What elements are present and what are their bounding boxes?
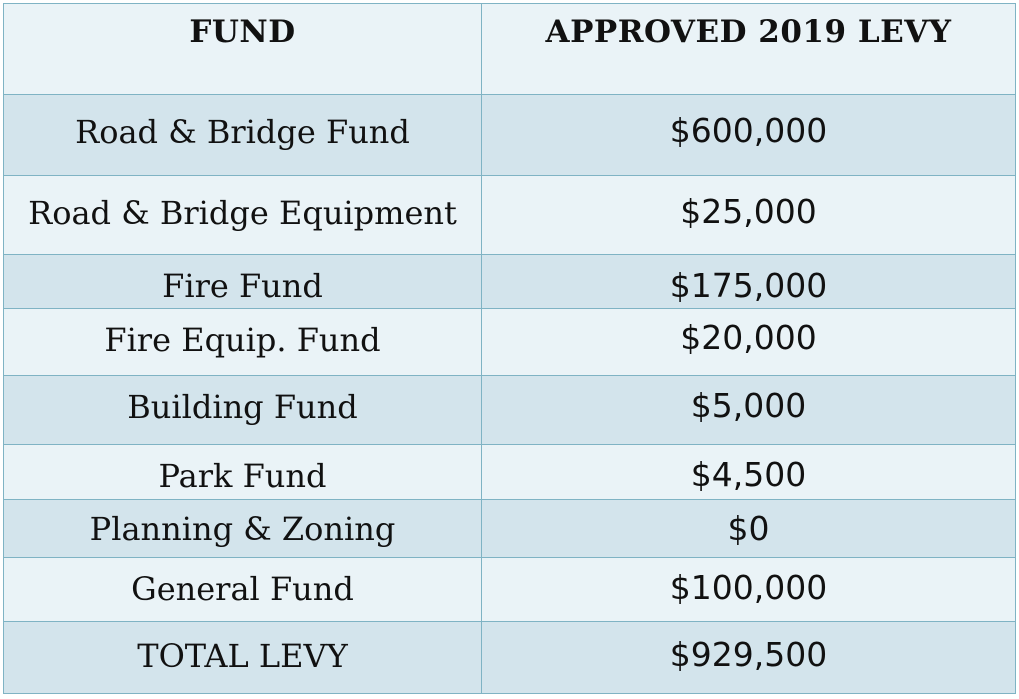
levy-column-header: APPROVED 2019 LEVY — [482, 4, 1016, 95]
levy-amount-cell: $100,000 — [482, 558, 1016, 622]
table-row — [4, 309, 1016, 376]
fund-name-cell: Road & Bridge Fund — [4, 95, 482, 176]
levy-amount-cell: $5,000 — [482, 376, 1016, 445]
table-row — [4, 445, 1016, 500]
levy-amount-cell: $25,000 — [482, 176, 1016, 255]
table-row — [4, 95, 1016, 176]
table-row — [4, 558, 1016, 622]
fund-name-cell: Planning & Zoning — [4, 500, 482, 558]
levy-amount-cell: $600,000 — [482, 95, 1016, 176]
total-amount-cell: $929,500 — [482, 622, 1016, 694]
levy-amount-cell: $175,000 — [482, 255, 1016, 309]
total-row — [4, 622, 1016, 694]
fund-name-cell: General Fund — [4, 558, 482, 622]
table-row — [4, 376, 1016, 445]
total-label-cell: TOTAL LEVY — [4, 622, 482, 694]
levy-table — [3, 3, 1016, 694]
table-row — [4, 500, 1016, 558]
fund-name-cell: Fire Fund — [4, 255, 482, 309]
fund-name-cell: Fire Equip. Fund — [4, 309, 482, 376]
table-row — [4, 176, 1016, 255]
levy-amount-cell: $4,500 — [482, 445, 1016, 500]
fund-name-cell: Road & Bridge Equipment — [4, 176, 482, 255]
levy-amount-cell: $20,000 — [482, 309, 1016, 376]
levy-amount-cell: $0 — [482, 500, 1016, 558]
fund-column-header: FUND — [4, 4, 482, 95]
header-row — [4, 4, 1016, 95]
fund-name-cell: Building Fund — [4, 376, 482, 445]
table-row — [4, 255, 1016, 309]
fund-name-cell: Park Fund — [4, 445, 482, 500]
